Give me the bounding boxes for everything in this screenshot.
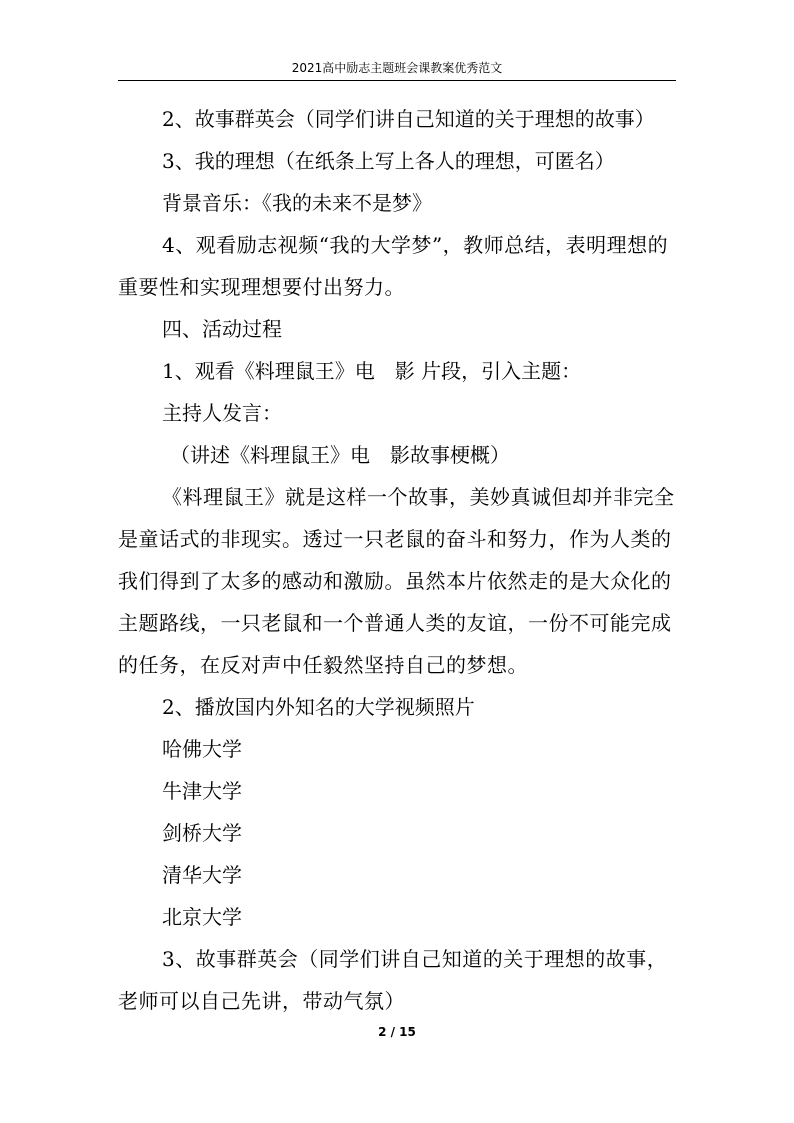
page-number: 2 / 15: [378, 1025, 416, 1039]
header-divider: [118, 80, 676, 81]
university-item: 剑桥大学: [162, 821, 242, 845]
paragraph-movie-summary: （讲述《料理鼠王》电 影故事梗概）: [170, 443, 510, 467]
paragraph-host-speech: 主持人发言：: [162, 401, 282, 425]
paragraph-play-university-videos: 2、播放国内外知名的大学视频照片: [162, 695, 475, 719]
document-body: [118, 98, 678, 1022]
page-header: 2021高中励志主题班会课教案优秀范文: [291, 61, 503, 75]
paragraph-movie-description: 《料理鼠王》就是这样一个故事，美妙真诚但却并非完全是童话式的非现实。透过一只老鼠的奋斗和努力，作为人类的我们得到了太多的感动和激励。虽然本片依然走的是大众化的主题路线，一只老鼠和一个普通人类的友谊，一份不可能完成的任务，在反对声中任毅然坚持自己的梦想。: [118, 485, 675, 677]
university-item: 牛津大学: [162, 779, 242, 803]
paragraph-background-music: 背景音乐：《我的未来不是梦》: [162, 191, 432, 215]
section-heading-activity-process: 四、活动过程: [162, 317, 282, 341]
university-item: 北京大学: [162, 905, 242, 929]
university-item: 清华大学: [162, 863, 242, 887]
paragraph-watch-video: 4、观看励志视频“我的大学梦”，教师总结，表明理想的重要性和实现理想要付出努力。: [118, 233, 669, 299]
university-item: 哈佛大学: [162, 737, 242, 761]
paragraph-story-meeting-teacher: 3、故事群英会（同学们讲自己知道的关于理想的故事，老师可以自己先讲，带动气氛）: [118, 947, 668, 1013]
paragraph-my-ideal: 3、我的理想（在纸条上写上各人的理想，可匿名）: [162, 149, 615, 173]
paragraph-story-meeting: 2、故事群英会（同学们讲自己知道的关于理想的故事）: [162, 107, 655, 131]
paragraph-watch-movie: 1、观看《料理鼠王》电 影 片段，引入主题：: [162, 359, 582, 383]
